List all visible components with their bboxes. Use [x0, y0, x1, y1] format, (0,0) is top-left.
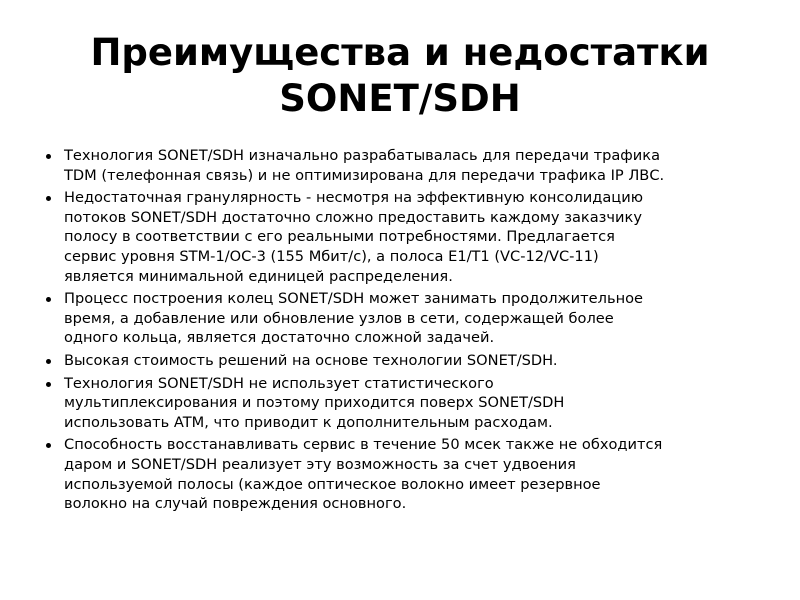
bullet-text-line: Способность восстанавливать сервис в течение 50 мсек также не обходится: [64, 436, 663, 454]
bullet-text-line: Технология SONET/SDH изначально разрабатывалась для передачи трафика: [64, 147, 661, 164]
title-line-1: Преимущества и недостатки: [90, 31, 710, 74]
bullet-text-line: полосу в соответствии с его реальными потребностями. Предлагается: [64, 228, 615, 246]
bullet-text-line: использовать ATM, что приводит к дополнительным расходам.: [64, 413, 553, 431]
bullet-text-line: является минимальной единицей распределения.: [64, 267, 453, 285]
bullet-text-line: Процесс построения колец SONET/SDH может занимать продолжительное: [64, 290, 644, 308]
page-title: [40, 30, 760, 122]
bullet-list: [40, 146, 760, 517]
bullet-text-line: Недостаточная гранулярность - несмотря на эффективную консолидацию: [64, 189, 643, 207]
bullet-text-line: потоков SONET/SDH достаточно сложно предоставить каждому заказчику: [64, 208, 642, 226]
bullet-icon: [46, 196, 51, 201]
list-item: [40, 374, 760, 433]
list-item: [40, 435, 760, 513]
bullet-text-line: TDM (телефонная связь) и не оптимизирована для передачи трафика IP ЛВС.: [64, 166, 665, 184]
bullet-icon: [46, 154, 51, 159]
list-item: [40, 146, 760, 185]
bullet-text-line: мультиплексирования и поэтому приходится поверх SONET/SDH: [64, 394, 565, 412]
title-line-2: SONET/SDH: [279, 77, 521, 120]
bullet-text-line: одного кольца, является достаточно сложной задачей.: [64, 329, 495, 347]
bullet-text-line: Технология SONET/SDH не использует статистического: [64, 374, 494, 392]
bullet-text-line: даром и SONET/SDH реализует эту возможность за счет удвоения: [64, 455, 576, 473]
bullet-text-line: Высокая стоимость решений на основе технологии SONET/SDH.: [64, 351, 558, 369]
bullet-icon: [46, 297, 51, 302]
bullet-text-line: сервис уровня STM-1/OC-3 (155 Мбит/с), а полоса E1/T1 (VC-12/VC-11): [64, 247, 599, 265]
bullet-text-line: используемой полосы (каждое оптическое волокно имеет резервное: [64, 475, 601, 493]
bullet-icon: [46, 382, 51, 387]
bullet-text-line: время, а добавление или обновление узлов в сети, содержащей более: [64, 309, 614, 327]
list-item: [40, 188, 760, 286]
list-item: [40, 351, 760, 371]
bullet-text-line: волокно на случай повреждения основного.: [64, 495, 407, 513]
list-item: [40, 289, 760, 348]
bullet-icon: [46, 443, 51, 448]
bullet-icon: [46, 359, 51, 364]
